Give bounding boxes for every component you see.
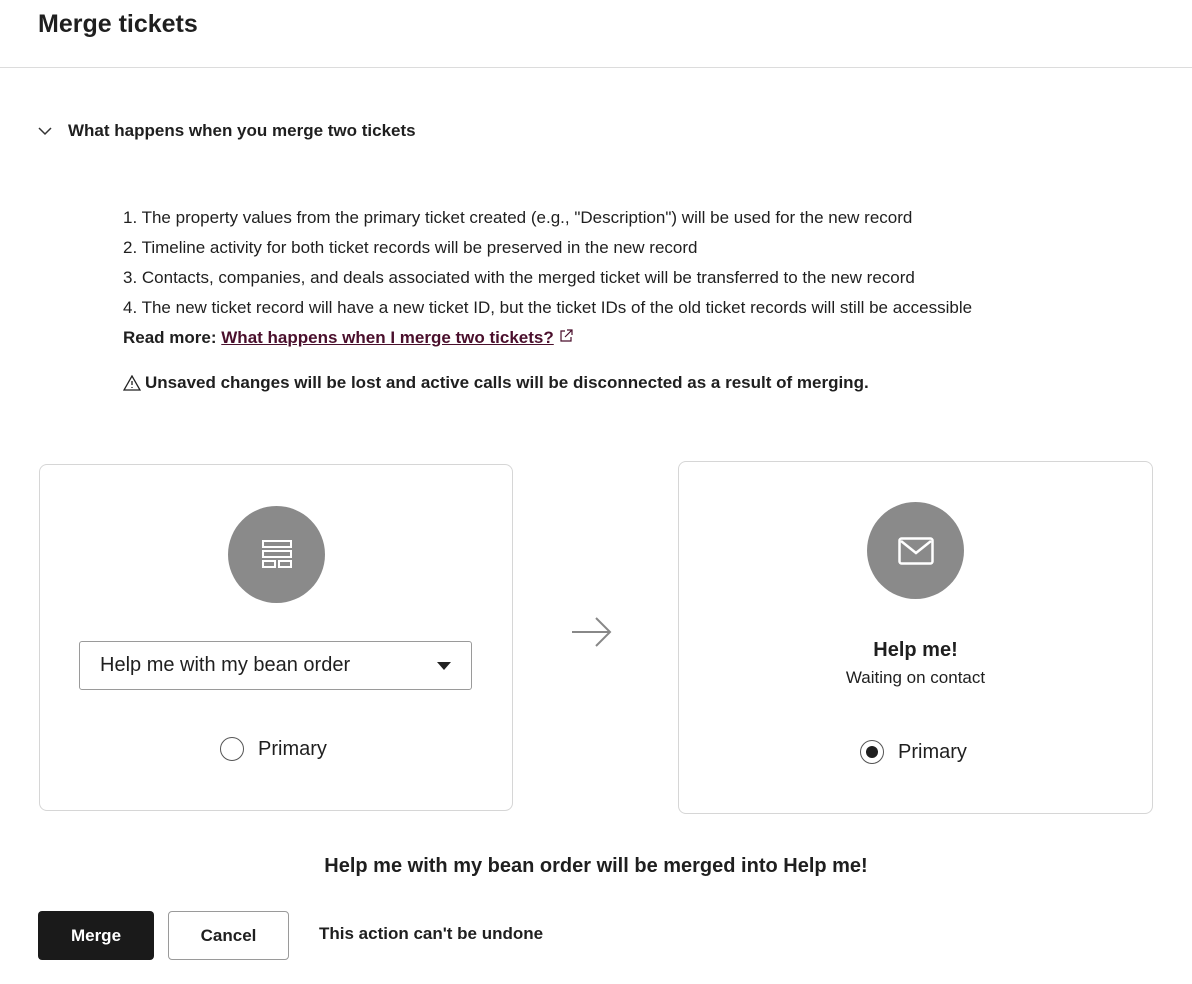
warning-text: Unsaved changes will be lost and active calls will be disconnected as a result of merging. [145, 373, 869, 392]
primary-radio-left[interactable] [220, 737, 327, 761]
page-title: Merge tickets [38, 10, 198, 38]
merge-button[interactable]: Merge [38, 911, 154, 960]
ticket-avatar [867, 502, 964, 599]
list-item: 4. The new ticket record will have a new ticket ID, but the ticket IDs of the old ticket records will still be accessible [123, 298, 973, 317]
read-more-label: Read more: [123, 328, 217, 347]
accordion-toggle[interactable] [38, 121, 416, 141]
chevron-down-icon [38, 126, 52, 136]
warning-message [123, 373, 869, 393]
read-more [123, 323, 972, 353]
radio-button-selected[interactable] [860, 740, 884, 764]
ticket-name: Help me! [873, 639, 958, 661]
primary-radio-right[interactable] [860, 740, 967, 764]
ticket-status: Waiting on contact [845, 668, 986, 687]
accordion-label: What happens when you merge two tickets [68, 121, 416, 140]
list-item: 3. Contacts, companies, and deals associated with the merged ticket will be transferred to the new record [123, 268, 915, 287]
primary-ticket-card [678, 461, 1153, 814]
radio-button[interactable] [220, 737, 244, 761]
warning-icon [123, 375, 141, 391]
radio-label: Primary [258, 737, 327, 760]
merge-info-list [123, 203, 972, 353]
ticket-icon [261, 539, 293, 571]
secondary-ticket-card [39, 464, 513, 811]
merge-summary: Help me with my bean order will be merged into Help me! [324, 855, 868, 877]
ticket-select[interactable] [79, 641, 472, 690]
ticket-select-value: Help me with my bean order [100, 654, 351, 676]
radio-label: Primary [898, 740, 967, 763]
list-item: 2. Timeline activity for both ticket records will be preserved in the new record [123, 238, 698, 257]
ticket-avatar [228, 506, 325, 603]
divider [0, 67, 1192, 68]
caret-down-icon [437, 662, 451, 670]
external-link-icon [559, 329, 573, 343]
undo-warning: This action can't be undone [319, 924, 544, 943]
arrow-right-icon [570, 614, 614, 650]
read-more-link[interactable]: What happens when I merge two tickets? [221, 328, 554, 347]
cancel-button[interactable]: Cancel [168, 911, 289, 960]
email-icon [898, 537, 934, 565]
list-item: 1. The property values from the primary ticket created (e.g., "Description") will be used for the new record [123, 208, 913, 227]
